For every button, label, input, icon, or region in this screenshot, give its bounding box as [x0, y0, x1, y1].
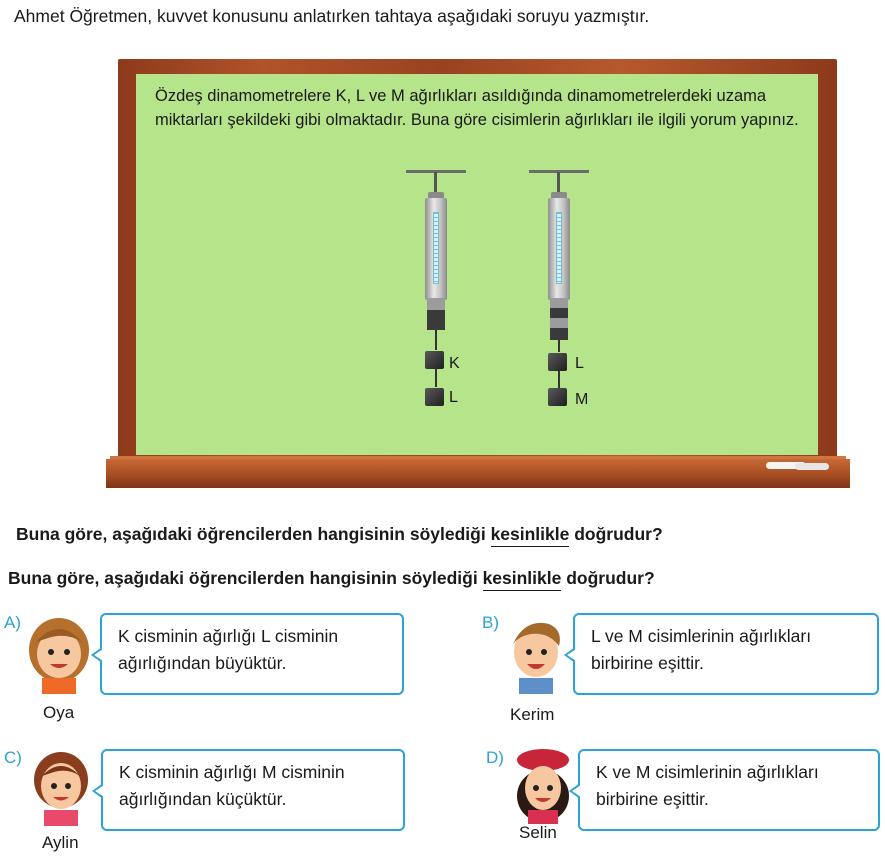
option-d-bubble[interactable]: K ve M cisimlerinin ağırlıkları birbirine eşittir. — [578, 749, 880, 831]
mass-block-l — [425, 388, 444, 406]
avatar-selin — [510, 746, 576, 824]
student-name-aylin: Aylin — [42, 833, 79, 852]
question-text: Buna göre, aşağıdaki öğrencilerden hangisinin söylediği kesinlikle doğrudur? — [16, 524, 663, 545]
avatar-kerim — [505, 614, 567, 694]
avatar-oya — [26, 614, 92, 694]
chalk-piece — [795, 463, 829, 470]
dynamometer-left — [406, 170, 476, 420]
student-name-selin: Selin — [519, 823, 557, 842]
mass-label: M — [575, 391, 589, 408]
avatar-aylin — [30, 746, 92, 826]
mass-block-l — [548, 353, 567, 371]
option-b-letter[interactable]: B) — [482, 613, 499, 632]
mass-label: K — [449, 355, 460, 372]
option-c-letter[interactable]: C) — [4, 748, 22, 767]
option-d-letter[interactable]: D) — [486, 748, 504, 767]
option-a-letter[interactable]: A) — [4, 613, 21, 632]
mass-block-m — [548, 388, 567, 406]
chalkboard-ledge — [106, 459, 850, 488]
question-emphasis: kesinlikle — [483, 568, 562, 591]
option-b-bubble[interactable]: L ve M cisimlerinin ağırlıkları birbirine eşittir. — [573, 613, 879, 695]
question-text-repeat: Buna göre, aşağıdaki öğrencilerden hangisinin söylediği kesinlikle doğrudur? — [8, 568, 655, 589]
mass-label: L — [575, 355, 584, 372]
student-name-oya: Oya — [43, 703, 75, 722]
intro-text: Ahmet Öğretmen, kuvvet konusunu anlatırken tahtaya aşağıdaki soruyu yazmıştır. — [14, 6, 650, 26]
question-emphasis: kesinlikle — [491, 524, 570, 547]
mass-block-k — [425, 351, 444, 369]
board-question-text: Özdeş dinamometrelere K, L ve M ağırlıkları asıldığında dinamometrelerdeki uzama miktarları şekildeki gibi olmaktadır. Buna göre cisimlerin ağırlıkları ile ilgili yorum yapınız. — [155, 87, 799, 129]
student-name-kerim: Kerim — [510, 705, 555, 724]
option-a-bubble[interactable]: K cisminin ağırlığı L cisminin ağırlığından büyüktür. — [100, 613, 404, 695]
mass-label: L — [449, 389, 458, 406]
dynamometer-right — [529, 170, 599, 420]
option-c-bubble[interactable]: K cisminin ağırlığı M cisminin ağırlığından küçüktür. — [101, 749, 405, 831]
